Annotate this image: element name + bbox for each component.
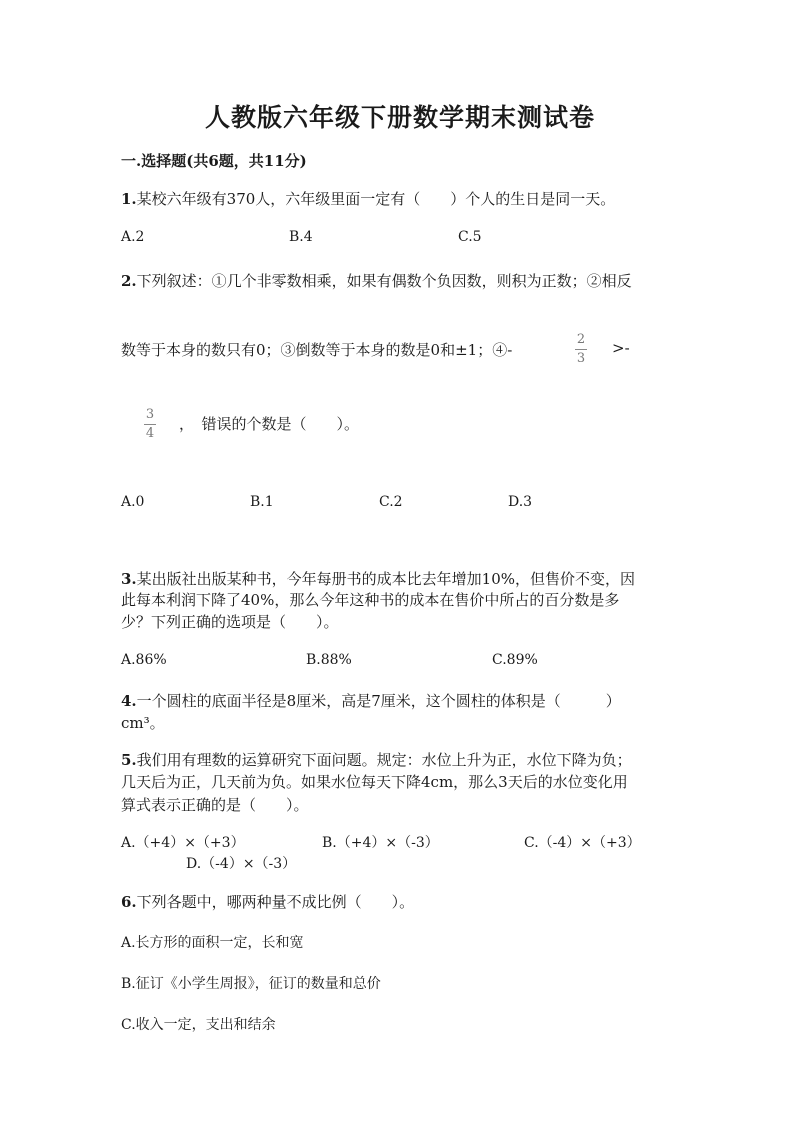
question-text-line1: 某出版社出版某种书，今年每册书的成本比去年增加10%，但售价不变，因 — [136, 570, 636, 588]
question-1 — [121, 188, 615, 209]
question-5 — [121, 749, 632, 770]
question-2-line2: 数等于本身的数只有0；③倒数等于本身的数是0和±1；④- — [121, 341, 513, 359]
option-b: B.（+4）×（-3） — [322, 835, 439, 851]
question-3 — [121, 568, 635, 589]
question-4-line2: cm³。 — [121, 714, 165, 732]
option-c: C.收入一定，支出和结余 — [121, 1017, 276, 1033]
option-a: A.长方形的面积一定，长和宽 — [121, 935, 304, 951]
option-a: A.86% — [121, 652, 167, 668]
question-text-line1: 一个圆柱的底面半径是8厘米，高是7厘米，这个圆柱的体积是（ ） — [136, 692, 621, 710]
option-a: A.2 — [121, 229, 145, 245]
option-b: B.1 — [250, 494, 274, 510]
question-text-line1: 我们用有理数的运算研究下面问题。规定：水位上升为正，水位下降为负； — [136, 751, 632, 769]
option-c: C.5 — [458, 229, 482, 245]
question-5-line3: 算式表示正确的是（ ）。 — [121, 796, 309, 814]
question-6 — [121, 891, 414, 912]
fraction-bar — [144, 424, 156, 425]
fraction-numerator: 3 — [145, 407, 155, 422]
question-number: 2. — [121, 272, 137, 290]
fraction-two-thirds — [575, 333, 587, 366]
question-2-line3: ， 错误的个数是（ ）。 — [179, 415, 360, 433]
option-d: D.（-4）×（-3） — [186, 856, 297, 872]
option-a: A.（+4）×（+3） — [121, 835, 245, 851]
question-text: 下列各题中，哪两种量不成比例（ ）。 — [136, 893, 415, 911]
fraction-bar — [575, 349, 587, 350]
question-number: 1. — [121, 190, 137, 208]
question-number: 5. — [121, 751, 137, 769]
option-b: B.88% — [306, 652, 352, 668]
question-5-line2: 几天后为正，几天前为负。如果水位每天下降4cm，那么3天后的水位变化用 — [121, 773, 628, 791]
question-3-line3: 少？下列正确的选项是（ ）。 — [121, 613, 339, 631]
question-text: 某校六年级有370人，六年级里面一定有（ ）个人的生日是同一天。 — [136, 190, 616, 208]
fraction-three-quarters — [144, 408, 156, 441]
option-b: B.征订《小学生周报》，征订的数量和总价 — [121, 976, 381, 992]
fraction-denominator: 3 — [576, 351, 586, 366]
question-3-line2: 此每本利润下降了40%，那么今年这种书的成本在售价中所占的百分数是多 — [121, 591, 620, 609]
question-number: 6. — [121, 893, 137, 911]
option-c: C.89% — [492, 652, 538, 668]
option-c: C.（-4）×（+3） — [524, 835, 641, 851]
question-4 — [121, 690, 621, 711]
option-d: D.3 — [508, 494, 533, 510]
greater-than-sign: >- — [612, 339, 630, 357]
question-2 — [121, 270, 632, 291]
page-title: 人教版六年级下册数学期末测试卷 — [204, 103, 595, 132]
question-number: 4. — [121, 692, 137, 710]
question-text-line1: 下列叙述：①几个非零数相乘，如果有偶数个负因数，则积为正数；②相反 — [136, 272, 632, 290]
option-b: B.4 — [289, 229, 313, 245]
option-a: A.0 — [121, 494, 145, 510]
option-c: C.2 — [379, 494, 403, 510]
question-number: 3. — [121, 570, 137, 588]
fraction-numerator: 2 — [576, 332, 586, 347]
fraction-denominator: 4 — [145, 426, 155, 441]
section-heading: 一.选择题(共6题，共11分) — [121, 152, 307, 170]
